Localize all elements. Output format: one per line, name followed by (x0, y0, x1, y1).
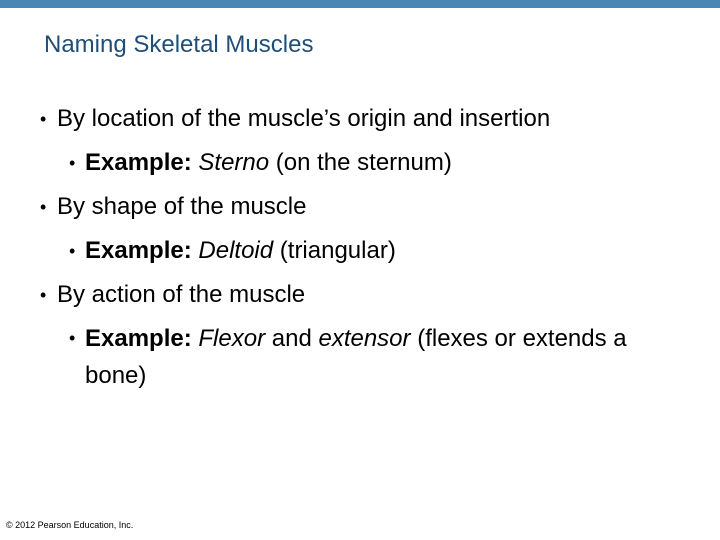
example-label: Example: (85, 325, 192, 352)
example-shape (34, 229, 704, 273)
bullet-location (34, 97, 704, 141)
top-accent-bar (0, 0, 720, 8)
copyright-footer: © 2012 Pearson Education, Inc. (6, 520, 134, 530)
example-note: (flexes or extends a bone) (85, 325, 627, 389)
bullet-action (34, 273, 704, 317)
example-term: Flexor (198, 325, 266, 352)
bullet-text: By action of the muscle (57, 281, 306, 308)
example-term: Deltoid (198, 237, 274, 264)
example-label: Example: (85, 237, 192, 264)
slide-body (34, 97, 704, 394)
example-note: (triangular) (279, 237, 396, 264)
bullet-dot-icon: • (40, 197, 47, 217)
bullet-dot-icon: • (69, 328, 76, 348)
example-connector: and (271, 325, 312, 352)
slide-title: Naming Skeletal Muscles (44, 31, 314, 58)
example-location (34, 141, 704, 185)
bullet-dot-icon: • (40, 109, 47, 129)
example-action (34, 320, 645, 394)
bullet-dot-icon: • (40, 285, 47, 305)
example-term-2: extensor (318, 325, 411, 352)
bullet-shape (34, 185, 704, 229)
example-note: (on the sternum) (275, 149, 452, 176)
bullet-text: By shape of the muscle (57, 193, 307, 220)
bullet-dot-icon: • (69, 153, 76, 173)
bullet-text: By location of the muscle’s origin and insertion (57, 105, 551, 132)
example-label: Example: (85, 149, 192, 176)
example-term: Sterno (198, 149, 270, 176)
bullet-dot-icon: • (69, 241, 76, 261)
